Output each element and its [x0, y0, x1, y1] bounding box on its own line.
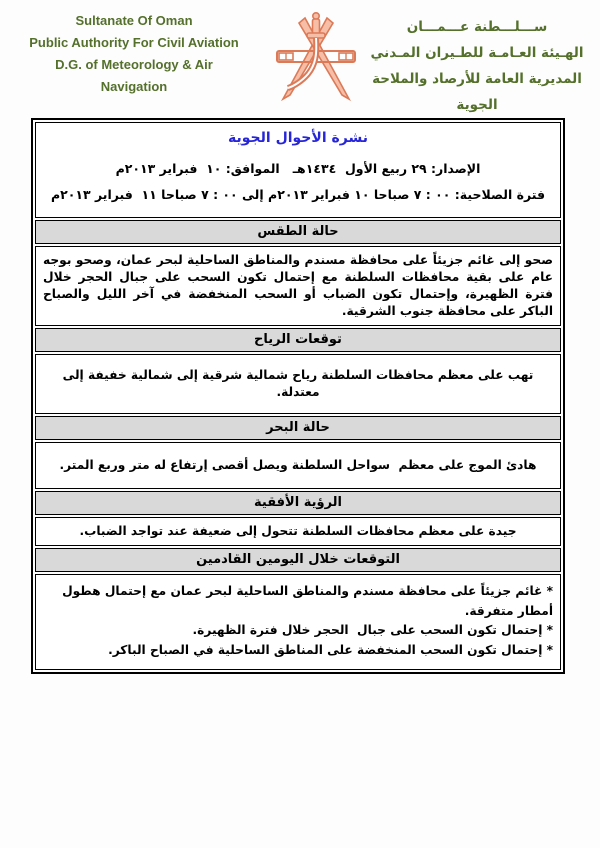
section-heading-outlook: التوقعات خلال اليومين القادمين: [35, 548, 561, 572]
section-heading-wind: توقعات الرياح: [35, 328, 561, 352]
section-body-wind: تهب على معظم محافظات السلطنة رياح شمالية شرقية إلى شمالية خفيفة إلى معتدلة.: [35, 354, 561, 414]
section-heading-visibility: الرؤية الأفقية: [35, 491, 561, 515]
arabic-header-line: ســـلـــطنة عـــمـــان: [406, 19, 548, 35]
section-body-visibility: جيدة على معظم محافظات السلطنة تتحول إلى ضعيفة عند تواجد الضباب.: [35, 517, 561, 546]
issue-date-line: الإصدار: ٢٩ ربيع الأول ١٤٣٤هـ الموافق: ١٠ فبراير ٢٠١٣م: [115, 161, 481, 176]
bulletin-table: [31, 118, 565, 674]
outlook-bullet: * إحتمال تكون السحب المنخفضة على المناطق الساحلية في الصباح الباكر.: [108, 642, 553, 657]
outlook-bullet: * غائم جزيئاً على محافظة مسندم والمناطق الساحلية لبحر عمان مع إحتمال هطول أمطار متفرقة.: [57, 584, 553, 618]
section-body-outlook: [35, 574, 561, 670]
authority-name-english: [6, 10, 262, 98]
authority-name-arabic: [358, 14, 596, 118]
outlook-bullet: * إحتمال تكون السحب على جبال الحجر خلال فترة الظهيرة.: [192, 623, 553, 637]
oman-national-emblem-icon: [270, 6, 362, 106]
section-body-weather: صحو إلى غائم جزيئاً على محافظة مسندم والمناطق الساحلية لبحر عمان، وصحو بوجه عام على بقية محافظات السلطنة مع إحتمال تكون السحب على جبال الحجر خلال فترة الظهيرة، وإحتمال تكون الضباب أو السحب المنخفضة في آخر الليل والصباح الباكر على محافظة جنوب الشرقية.: [35, 246, 561, 326]
section-heading-sea: حالة البحر: [35, 416, 561, 440]
validity-period-line: فترة الصلاحية: ٠٠ : ٧ صباحا ١٠ فبراير ٢٠١٣م إلى ٠٠ : ٧ صباحا ١١ فبراير ٢٠١٣م: [50, 187, 546, 202]
english-header-line: Sultanate Of Oman: [75, 13, 193, 28]
arabic-header-line: المديرية العامة للأرصاد والملاحة الجوية: [372, 71, 582, 113]
section-heading-weather: حالة الطقس: [35, 220, 561, 244]
letterhead: [0, 0, 600, 112]
bulletin-title-block: [35, 122, 561, 218]
bulletin-title: نشرة الأحوال الجوية: [228, 130, 368, 146]
english-header-line: Navigation: [100, 79, 168, 94]
english-header-line: Public Authority For Civil Aviation: [29, 35, 239, 50]
section-body-sea: هادئ الموج على معظم سواحل السلطنة ويصل أقصى إرتفاع له متر وربع المتر.: [35, 442, 561, 489]
arabic-header-line: الهـيئة العـامـة للطـيران المـدني: [370, 45, 584, 61]
english-header-line: D.G. of Meteorology & Air: [55, 57, 213, 72]
